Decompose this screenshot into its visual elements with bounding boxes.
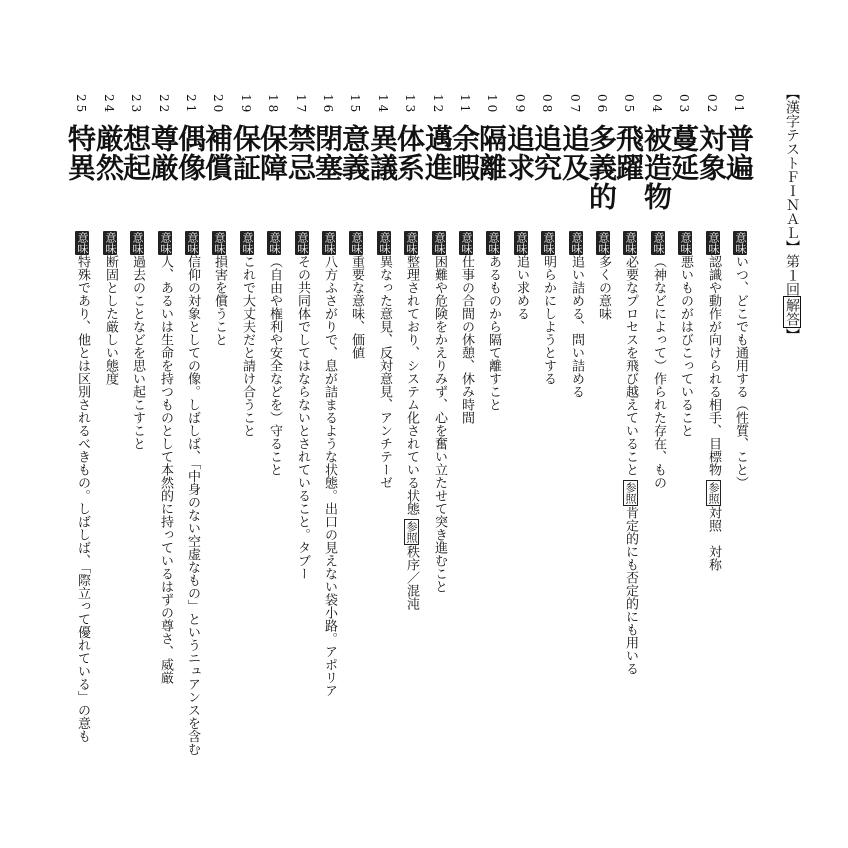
item-number: 20 xyxy=(211,94,225,116)
item-number: 03 xyxy=(677,94,691,116)
answer-item xyxy=(286,88,316,122)
definition xyxy=(376,231,393,489)
answer-item xyxy=(149,88,179,122)
item-number: 01 xyxy=(732,94,746,116)
item-number: 23 xyxy=(129,94,143,116)
item-number: 15 xyxy=(348,94,362,116)
answer-item xyxy=(231,88,261,122)
answer-item xyxy=(94,88,124,122)
definition xyxy=(431,231,448,593)
definition xyxy=(321,231,338,697)
answer-item xyxy=(642,88,672,122)
meaning-tag: 意味 xyxy=(131,232,144,254)
definition xyxy=(540,231,557,385)
definition xyxy=(74,231,91,743)
answer-item xyxy=(423,88,453,122)
item-number: 24 xyxy=(102,94,116,116)
kanji-answer: 尊厳 xyxy=(147,124,180,182)
kanji-answer: 保障 xyxy=(256,124,289,182)
kanji-answer: 蔓延 xyxy=(667,124,700,182)
meaning-tag: 意味 xyxy=(213,232,226,254)
meaning-tag: 意味 xyxy=(104,232,117,254)
definition xyxy=(513,231,530,320)
kanji-answer: 多義的 xyxy=(585,124,618,211)
title-text: 【漢字テストＦＩＮＡＬ】第１回 xyxy=(784,86,800,296)
item-number: 07 xyxy=(568,94,582,116)
meaning-tag: 意味 xyxy=(350,232,363,254)
definition-text: 人、あるいは生命を持つものとして本然的に持っているはずの尊さ、威厳 xyxy=(158,255,173,684)
definition-text: これで大丈夫だと請け合うこと xyxy=(240,255,255,437)
definition-text: 明らかにしようとする xyxy=(541,255,556,385)
reference-text: 肯定的にも否定的にも用いる xyxy=(623,506,638,675)
definition-text: （自由や権利や安全などを）守ること xyxy=(267,255,282,476)
definition-text: 過去のことなどを思い起こすこと xyxy=(130,255,145,450)
kanji-answer: 追求 xyxy=(503,124,536,182)
meaning-tag: 意味 xyxy=(186,232,199,254)
answer-item xyxy=(121,88,151,122)
definition xyxy=(157,231,174,684)
definition xyxy=(294,231,311,580)
meaning-tag: 意味 xyxy=(734,232,747,254)
kanji-answer: 保証 xyxy=(229,124,262,182)
definition-text: 整理されており、システム化されている状態 xyxy=(404,255,419,515)
definition xyxy=(239,231,256,437)
reference-tag: 参照 xyxy=(624,482,637,504)
kanji-answer: 意義 xyxy=(338,124,371,182)
reference-tag: 参照 xyxy=(707,482,720,504)
definition-text: 多くの意味 xyxy=(596,255,611,320)
answer-item xyxy=(176,88,206,122)
definition xyxy=(129,231,146,450)
definition-text: 信仰の対象としての像。しばしば、「中身のない空虚なもの」というニュアンスを含む xyxy=(185,255,200,756)
definition xyxy=(650,231,667,489)
definition-text: いつ、どこでも通用する（性質、こと） xyxy=(733,255,748,489)
meaning-tag: 意味 xyxy=(378,232,391,254)
reference-text: 対照 対称 xyxy=(706,506,721,571)
answer-item xyxy=(340,88,370,122)
meaning-tag: 意味 xyxy=(570,232,583,254)
meaning-tag: 意味 xyxy=(323,232,336,254)
title-suffix: 】 xyxy=(784,328,800,342)
item-number: 13 xyxy=(403,94,417,116)
definition-text: あるものから隔て離すこと xyxy=(486,255,501,411)
definition-text: 必要なプロセスを飛び越えていること xyxy=(623,255,638,476)
kanji-answer: 追究 xyxy=(530,124,563,182)
item-number: 19 xyxy=(239,94,253,116)
item-number: 21 xyxy=(184,94,198,116)
item-number: 18 xyxy=(266,94,280,116)
definition xyxy=(568,231,585,398)
item-number: 22 xyxy=(157,94,171,116)
definition xyxy=(211,231,228,346)
meaning-tag: 意味 xyxy=(76,232,89,254)
answer-item xyxy=(587,88,617,122)
kanji-answer: 偶像 xyxy=(174,124,207,182)
meaning-tag: 意味 xyxy=(624,232,637,254)
item-number: 11 xyxy=(458,94,472,116)
kanji-answer: 被造物 xyxy=(640,124,673,211)
item-number: 25 xyxy=(74,94,88,116)
definition-text: 八方ふさがりで、息が詰まるような状態。出口の見えない袋小路。アポリア xyxy=(322,255,337,697)
answer-item xyxy=(724,88,754,122)
answer-item xyxy=(66,88,96,122)
definition xyxy=(102,231,119,385)
meaning-tag: 意味 xyxy=(460,232,473,254)
answer-item xyxy=(313,88,343,122)
meaning-tag: 意味 xyxy=(487,232,500,254)
definition xyxy=(622,231,639,675)
item-number: 08 xyxy=(540,94,554,116)
kanji-answer: 特異 xyxy=(64,124,97,182)
meaning-tag: 意味 xyxy=(542,232,555,254)
definition-text: 困難や危険をかえりみず、心を奮い立たせて突き進むこと xyxy=(432,255,447,593)
item-number: 05 xyxy=(622,94,636,116)
definition-text: （神などによって）作られた存在、もの xyxy=(651,255,666,489)
definition xyxy=(595,231,612,320)
meaning-tag: 意味 xyxy=(707,232,720,254)
definition xyxy=(403,231,420,610)
item-number: 14 xyxy=(376,94,390,116)
definition-text: その共同体でしてはならないとされていること。タブー xyxy=(295,255,310,580)
item-number: 06 xyxy=(595,94,609,116)
kanji-answer: 閉塞 xyxy=(311,124,344,182)
answer-item xyxy=(203,88,233,122)
reference-tag: 参照 xyxy=(405,521,418,543)
meaning-tag: 意味 xyxy=(679,232,692,254)
answer-item xyxy=(395,88,425,122)
kanji-answer: 禁忌 xyxy=(284,124,317,182)
answer-item xyxy=(697,88,727,122)
definition-text: 認識や動作が向けられる相手、目標物 xyxy=(706,255,721,476)
definition xyxy=(732,231,749,489)
answer-item xyxy=(614,88,644,122)
item-number: 09 xyxy=(513,94,527,116)
kanji-answer: 対象 xyxy=(695,124,728,182)
definition-text: 仕事の合間の休憩、休み時間 xyxy=(459,255,474,424)
answer-item xyxy=(258,88,288,122)
kanji-answer: 補償 xyxy=(201,124,234,182)
page-title xyxy=(782,86,802,342)
definition-text: 追い求める xyxy=(514,255,529,320)
definition-text: 重要な意味、価値 xyxy=(349,255,364,359)
meaning-tag: 意味 xyxy=(433,232,446,254)
item-number: 02 xyxy=(705,94,719,116)
kanji-answer: 異議 xyxy=(366,124,399,182)
definition xyxy=(458,231,475,424)
item-number: 10 xyxy=(485,94,499,116)
definition-text: 追い詰める、問い詰める xyxy=(569,255,584,398)
meaning-tag: 意味 xyxy=(296,232,309,254)
definition xyxy=(705,231,722,571)
definition xyxy=(184,231,201,756)
meaning-tag: 意味 xyxy=(652,232,665,254)
meaning-tag: 意味 xyxy=(515,232,528,254)
kanji-answer: 飛躍 xyxy=(612,124,645,182)
answer-item xyxy=(368,88,398,122)
kanji-answer: 体系 xyxy=(393,124,426,182)
answer-item xyxy=(505,88,535,122)
definition-text: 悪いものがはびこっていること xyxy=(678,255,693,437)
definition xyxy=(677,231,694,437)
item-number: 12 xyxy=(431,94,445,116)
meaning-tag: 意味 xyxy=(159,232,172,254)
kanji-answer: 追及 xyxy=(558,124,591,182)
definition xyxy=(348,231,365,359)
meaning-tag: 意味 xyxy=(405,232,418,254)
definition-text: 特殊であり、他とは区別されるべきもの。しばしば、「際立って優れている」の意も xyxy=(75,255,90,743)
kanji-answer: 隔離 xyxy=(475,124,508,182)
meaning-tag: 意味 xyxy=(241,232,254,254)
kanji-answer: 普遍 xyxy=(722,124,755,182)
kanji-answer: 余暇 xyxy=(448,124,481,182)
answer-item xyxy=(450,88,480,122)
answer-item xyxy=(560,88,590,122)
answer-item xyxy=(477,88,507,122)
item-number: 16 xyxy=(321,94,335,116)
definition xyxy=(266,231,283,476)
reference-text: 秩序／混沌 xyxy=(404,545,419,610)
kanji-answer: 厳然 xyxy=(92,124,125,182)
title-boxed: 解答 xyxy=(784,298,800,326)
meaning-tag: 意味 xyxy=(268,232,281,254)
definition-text: 断固とした厳しい態度 xyxy=(103,255,118,385)
definition-text: 損害を償うこと xyxy=(212,255,227,346)
definition xyxy=(485,231,502,411)
item-number: 17 xyxy=(294,94,308,116)
answer-item xyxy=(669,88,699,122)
meaning-tag: 意味 xyxy=(597,232,610,254)
item-number: 04 xyxy=(650,94,664,116)
answer-item xyxy=(532,88,562,122)
kanji-answer: 想起 xyxy=(119,124,152,182)
kanji-answer: 邁進 xyxy=(421,124,454,182)
definition-text: 異なった意見、反対意見、アンチテーゼ xyxy=(377,255,392,489)
